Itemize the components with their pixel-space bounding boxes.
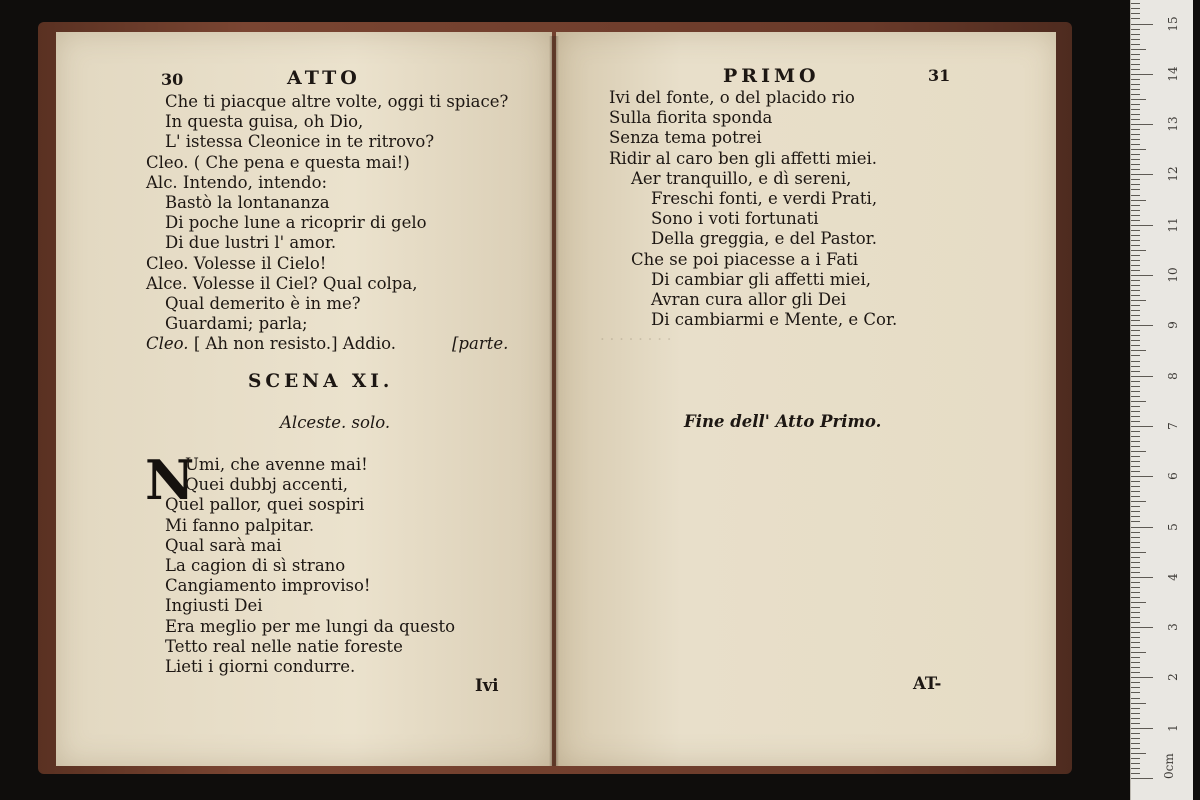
ruler-tick xyxy=(1131,461,1140,462)
ruler-tick xyxy=(1131,235,1140,236)
drop-cap: N xyxy=(145,448,195,512)
ruler-tick xyxy=(1131,753,1146,754)
verse-line: Sulla fiorita sponda xyxy=(609,108,773,128)
verse-line: Freschi fonti, e verdi Prati, xyxy=(651,188,878,208)
verse-line: Guardami; parla; xyxy=(165,314,308,334)
ruler-tick xyxy=(1131,758,1140,759)
ruler-tick xyxy=(1131,733,1140,734)
ruler-tick xyxy=(1131,34,1140,35)
ruler-tick xyxy=(1131,396,1140,397)
ruler-tick xyxy=(1131,532,1140,533)
ruler-tick xyxy=(1131,275,1153,276)
verse-line: Quei dubbj accenti, xyxy=(185,475,348,495)
right-verse-block xyxy=(609,88,898,330)
ruler-tick xyxy=(1131,54,1140,55)
ruler-tick xyxy=(1131,371,1140,372)
ruler-tick xyxy=(1131,3,1140,4)
ruler-tick xyxy=(1131,642,1140,643)
exit-line-text: [ Ah non resisto.] Addio. xyxy=(193,334,396,353)
verse-line: Che ti piacque altre volte, oggi ti spiace? xyxy=(165,92,509,111)
scene-heading: SCENA XI. xyxy=(248,371,394,392)
ruler-tick xyxy=(1131,139,1140,140)
ruler-tick xyxy=(1131,99,1146,100)
ruler-tick xyxy=(1131,18,1140,19)
ruler-tick xyxy=(1131,164,1140,165)
ruler-tick xyxy=(1131,677,1153,678)
verse-line: Della greggia, e del Pastor. xyxy=(651,229,877,249)
ruler-tick xyxy=(1131,245,1140,246)
ruler-tick xyxy=(1131,109,1140,110)
ruler-tick xyxy=(1131,708,1140,709)
ruler-tick xyxy=(1131,169,1140,170)
ruler-number: 11 xyxy=(1166,217,1180,233)
book-spine xyxy=(549,36,559,766)
act-end-note: Fine dell' Atto Primo. xyxy=(684,412,882,431)
verse-line: Di poche lune a ricoprir di gelo xyxy=(165,213,427,233)
verse-line: Sono i voti fortunati xyxy=(651,209,819,229)
ruler-tick xyxy=(1131,285,1140,286)
ruler-tick xyxy=(1131,496,1140,497)
monologue-block xyxy=(165,455,455,677)
verse-line: Alce. Volesse il Ciel? Qual colpa, xyxy=(146,273,418,293)
ruler-tick xyxy=(1131,250,1146,251)
verse-line: Cangiamento improviso! xyxy=(165,576,371,596)
ruler-tick xyxy=(1131,391,1140,392)
ruler-tick xyxy=(1131,607,1140,608)
ruler-number: 7 xyxy=(1166,422,1180,430)
verse-line: Tetto real nelle natie foreste xyxy=(165,636,403,656)
ruler-tick xyxy=(1131,718,1140,719)
ruler-tick xyxy=(1131,129,1140,130)
ruler-number: 2 xyxy=(1166,673,1180,682)
ruler-tick xyxy=(1131,587,1140,588)
ruler-tick xyxy=(1131,29,1140,30)
ruler-tick xyxy=(1131,436,1140,437)
ruler-tick xyxy=(1131,184,1140,185)
ruler-tick xyxy=(1131,692,1140,693)
ruler-tick xyxy=(1131,174,1153,175)
ruler-tick xyxy=(1131,386,1140,387)
ruler-tick xyxy=(1131,657,1140,658)
ruler-number: 5 xyxy=(1166,522,1180,531)
ruler-tick xyxy=(1131,698,1140,699)
left-dialogue-block xyxy=(146,92,509,334)
ruler-tick xyxy=(1131,763,1140,764)
speaker-label: Cleo. xyxy=(146,334,189,353)
ruler-tick xyxy=(1131,431,1140,432)
ruler-tick xyxy=(1131,270,1140,271)
ruler-tick xyxy=(1131,44,1140,45)
ruler-tick xyxy=(1131,778,1153,779)
ruler-tick xyxy=(1131,124,1153,125)
verse-line: Mi fanno palpitar. xyxy=(165,515,315,535)
ruler-tick xyxy=(1131,310,1140,311)
verse-line: Umi, che avenne mai! xyxy=(185,455,368,474)
ruler-tick xyxy=(1131,486,1140,487)
ruler-tick xyxy=(1131,225,1153,226)
ruler-tick xyxy=(1131,149,1146,150)
ruler-tick xyxy=(1131,738,1140,739)
ruler-number: 14 xyxy=(1166,66,1180,82)
ruler-tick xyxy=(1131,361,1140,362)
ruler-tick xyxy=(1131,637,1140,638)
right-page-number: 31 xyxy=(928,66,951,85)
verse-line: Lieti i giorni condurre. xyxy=(165,656,356,676)
ruler-tick xyxy=(1131,421,1140,422)
ruler-tick xyxy=(1131,315,1140,316)
ruler-tick xyxy=(1131,491,1140,492)
right-catchword: AT- xyxy=(913,674,942,693)
ruler-number: 9 xyxy=(1166,321,1180,330)
ruler-tick xyxy=(1131,69,1140,70)
ruler-tick xyxy=(1131,617,1140,618)
left-page-number: 30 xyxy=(161,70,184,89)
ruler-tick xyxy=(1131,280,1140,281)
ruler-tick xyxy=(1131,446,1140,447)
ruler-tick xyxy=(1131,411,1140,412)
ruler-number: 6 xyxy=(1166,472,1180,481)
verse-line: Ivi del fonte, o del placido rio xyxy=(609,88,855,107)
ruler-number: 12 xyxy=(1166,166,1180,183)
ruler-tick xyxy=(1131,300,1146,301)
ruler-tick xyxy=(1131,200,1146,201)
ruler-tick xyxy=(1131,743,1140,744)
ruler-tick xyxy=(1131,612,1140,613)
ruler-number: 10 xyxy=(1166,267,1180,283)
ruler-tick xyxy=(1131,376,1153,377)
verse-line: Cleo. Volesse il Cielo! xyxy=(146,253,327,273)
ruler-tick xyxy=(1131,134,1140,135)
ruler-tick xyxy=(1131,592,1140,593)
ruler-tick xyxy=(1131,582,1140,583)
ruler-tick xyxy=(1131,481,1140,482)
verse-line: Che se poi piacesse a i Fati xyxy=(631,249,859,269)
ruler-tick xyxy=(1131,325,1153,326)
ruler-tick xyxy=(1131,557,1140,558)
ruler-tick xyxy=(1131,406,1140,407)
ruler-tick xyxy=(1131,703,1146,704)
verse-line: In questa guisa, oh Dio, xyxy=(165,112,364,132)
ruler-tick xyxy=(1131,728,1153,729)
ruler-tick xyxy=(1131,8,1140,9)
ruler-tick xyxy=(1131,59,1140,60)
ruler-tick xyxy=(1131,426,1153,427)
ruler-tick xyxy=(1131,189,1140,190)
ruler-unit-label: 0cm xyxy=(1162,753,1176,779)
left-running-head: ATTO xyxy=(287,67,361,89)
ruler-tick xyxy=(1131,355,1140,356)
verse-line: Senza tema potrei xyxy=(609,128,762,148)
ruler-tick xyxy=(1131,89,1140,90)
ruler-tick xyxy=(1131,632,1140,633)
ruler-tick xyxy=(1131,652,1146,653)
ruler-tick xyxy=(1131,220,1140,221)
ruler-tick xyxy=(1131,451,1146,452)
verse-line: Era meglio per me lungi da questo xyxy=(165,616,456,636)
ruler-tick xyxy=(1131,471,1140,472)
verse-line: Avran cura allor gli Dei xyxy=(651,289,847,309)
ruler-tick xyxy=(1131,104,1140,105)
ruler-tick xyxy=(1131,240,1140,241)
ruler-tick xyxy=(1131,195,1140,196)
ruler-tick xyxy=(1131,647,1140,648)
verse-line: Qual demerito è in me? xyxy=(165,293,361,313)
ruler-tick xyxy=(1131,290,1140,291)
verse-line: Ingiusti Dei xyxy=(165,596,263,616)
ruler-tick xyxy=(1131,320,1140,321)
ruler-tick xyxy=(1131,205,1140,206)
ruler-tick xyxy=(1131,94,1140,95)
ruler-tick xyxy=(1131,340,1140,341)
ruler-tick xyxy=(1131,381,1140,382)
verse-line: Quel pallor, quei sospiri xyxy=(165,495,365,515)
ruler-tick xyxy=(1131,210,1140,211)
ruler-tick xyxy=(1131,114,1140,115)
ruler-tick xyxy=(1131,723,1140,724)
ruler-tick xyxy=(1131,597,1140,598)
ruler-tick xyxy=(1131,215,1140,216)
ruler-tick xyxy=(1131,547,1140,548)
ruler-tick xyxy=(1131,662,1140,663)
ruler-tick xyxy=(1131,748,1140,749)
ruler-tick xyxy=(1131,305,1140,306)
ruler-tick xyxy=(1131,537,1140,538)
ruler-tick xyxy=(1131,416,1140,417)
ruler-tick xyxy=(1131,602,1146,603)
verse-line: L' istessa Cleonice in te ritrovo? xyxy=(165,132,435,152)
ruler-tick xyxy=(1131,255,1140,256)
verse-line: La cagion di sì strano xyxy=(165,555,346,575)
ruler-tick xyxy=(1131,622,1140,623)
ruler-tick xyxy=(1131,713,1140,714)
ruler-tick xyxy=(1131,24,1153,25)
ruler-tick xyxy=(1131,330,1140,331)
ruler-tick xyxy=(1131,154,1140,155)
verse-line: Ridir al caro ben gli affetti miei. xyxy=(609,148,878,168)
ruler-tick xyxy=(1131,687,1140,688)
ruler-tick xyxy=(1131,501,1146,502)
verse-line: Di cambiarmi e Mente, e Cor. xyxy=(651,310,898,330)
ruler-tick xyxy=(1131,119,1140,120)
ruler-tick xyxy=(1131,39,1140,40)
ruler-tick xyxy=(1131,667,1140,668)
scene-subtitle: Alceste. solo. xyxy=(280,413,391,432)
ruler-number: 4 xyxy=(1166,572,1180,581)
verse-line: Qual sarà mai xyxy=(165,535,282,555)
left-catchword: Ivi xyxy=(475,676,499,695)
ruler-number: 8 xyxy=(1166,371,1180,380)
verse-line: Cleo. ( Che pena e questa mai!) xyxy=(146,152,410,172)
verse-line: Alc. Intendo, intendo: xyxy=(146,172,328,192)
exit-line xyxy=(146,334,396,354)
ruler-tick xyxy=(1131,768,1140,769)
ruler-tick xyxy=(1131,295,1140,296)
verse-line: Bastò la lontananza xyxy=(165,192,330,212)
ruler-tick xyxy=(1131,466,1140,467)
ruler-number: 1 xyxy=(1166,723,1180,732)
ruler-tick xyxy=(1131,506,1140,507)
ruler-tick xyxy=(1131,682,1140,683)
ruler-tick xyxy=(1131,456,1140,457)
stage-direction: [parte. xyxy=(452,334,509,353)
ruler-tick xyxy=(1131,350,1146,351)
ruler-tick xyxy=(1131,516,1140,517)
ruler-tick xyxy=(1131,345,1140,346)
ruler-tick xyxy=(1131,527,1153,528)
right-running-head: PRIMO xyxy=(723,65,820,87)
measuring-ruler xyxy=(1130,0,1193,800)
ruler-tick xyxy=(1131,260,1140,261)
ruler-tick xyxy=(1131,84,1140,85)
ruler-tick xyxy=(1131,265,1140,266)
ruler-tick xyxy=(1131,572,1140,573)
verse-line: Aer tranquillo, e dì sereni, xyxy=(631,168,852,188)
ruler-tick xyxy=(1131,577,1153,578)
ruler-tick xyxy=(1131,627,1153,628)
ruler-tick xyxy=(1131,562,1140,563)
verse-line: Di due lustri l' amor. xyxy=(165,233,337,253)
ruler-number: 15 xyxy=(1166,15,1180,32)
ruler-tick xyxy=(1131,773,1140,774)
ruler-tick xyxy=(1131,13,1140,14)
ruler-tick xyxy=(1131,511,1140,512)
ruler-tick xyxy=(1131,79,1140,80)
ruler-tick xyxy=(1131,567,1140,568)
ruler-tick xyxy=(1131,49,1146,50)
ruler-tick xyxy=(1131,672,1140,673)
ruler-number: 13 xyxy=(1166,116,1180,132)
ruler-tick xyxy=(1131,74,1153,75)
ruler-tick xyxy=(1131,64,1140,65)
ruler-tick xyxy=(1131,144,1140,145)
ruler-tick xyxy=(1131,230,1140,231)
ruler-tick xyxy=(1131,401,1146,402)
ruler-tick xyxy=(1131,521,1140,522)
show-through-text: · · · · · · · · xyxy=(600,330,672,348)
ruler-tick xyxy=(1131,476,1153,477)
ruler-tick xyxy=(1131,441,1140,442)
ruler-tick xyxy=(1131,179,1140,180)
ruler-tick xyxy=(1131,552,1146,553)
ruler-tick xyxy=(1131,366,1140,367)
ruler-tick xyxy=(1131,335,1140,336)
ruler-tick xyxy=(1131,159,1140,160)
ruler-number: 3 xyxy=(1166,623,1180,631)
ruler-tick xyxy=(1131,542,1140,543)
verse-line: Di cambiar gli affetti miei, xyxy=(651,269,871,289)
